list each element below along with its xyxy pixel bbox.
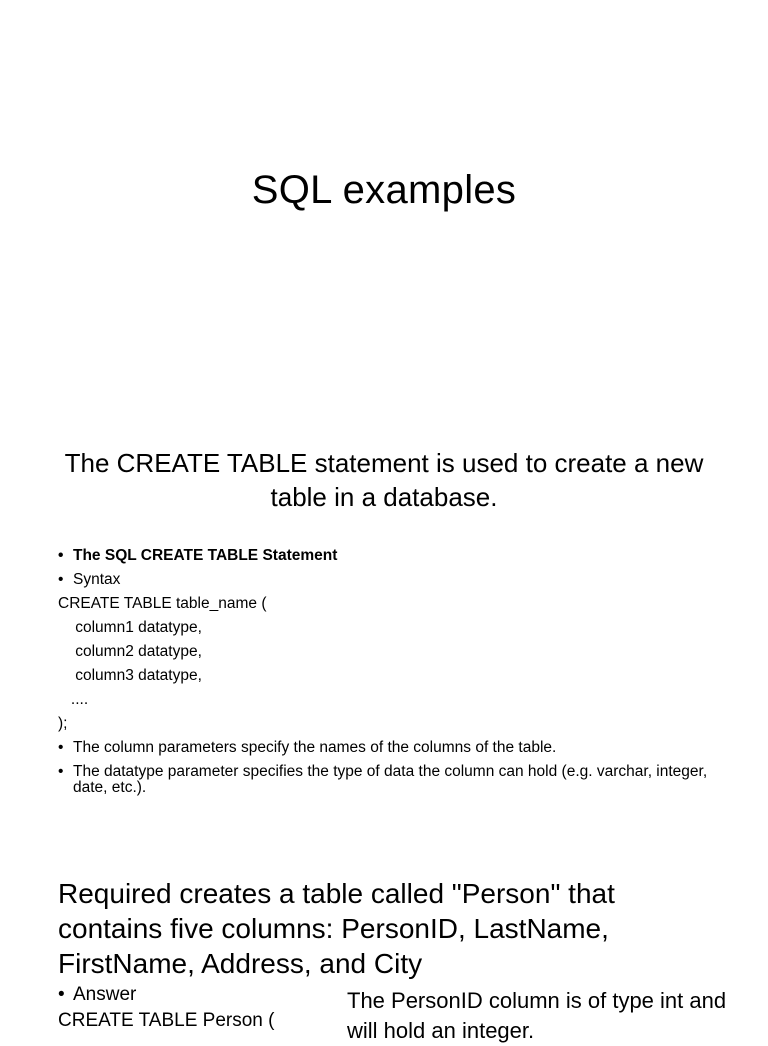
slide-create-table-heading: The CREATE TABLE statement is used to create a new table in a database.: [64, 448, 704, 512]
code-line: CREATE TABLE table_name (: [58, 595, 267, 612]
code-line: ....: [58, 691, 89, 708]
code-line: CREATE TABLE Person (: [58, 1010, 275, 1031]
bullet-syntax: • Syntax: [58, 568, 718, 592]
bullet-answer: • Answer: [58, 982, 274, 1008]
code-line: );: [58, 715, 68, 732]
bullet-datatype-parameter: • The datatype parameter specifies the type of data the column can hold (e.g. varchar, integer, date, etc.).: [58, 764, 718, 796]
code-line: column2 datatype,: [58, 643, 202, 660]
slide-person-heading: Required creates a table called "Person" that contains five columns: PersonID, LastName, FirstName, Address, and City: [58, 878, 615, 979]
slide-person-right-text: The PersonID column is of type int and will hold an integer.: [347, 988, 727, 1043]
code-line: column3 datatype,: [58, 667, 202, 684]
slide-person-left-column: [58, 982, 274, 1034]
slide-person-table: [0, 864, 768, 1043]
code-line: column1 datatype,: [58, 619, 202, 636]
slide-title: [0, 0, 768, 432]
slide-create-table: [0, 432, 768, 864]
bullet-column-parameters: • The column parameters specify the names of the columns of the table.: [58, 736, 718, 760]
slide-create-table-body: [58, 544, 718, 796]
slide-title-heading: SQL examples: [251, 168, 517, 212]
bullet-sql-create-table: • The SQL CREATE TABLE Statement: [58, 544, 718, 568]
